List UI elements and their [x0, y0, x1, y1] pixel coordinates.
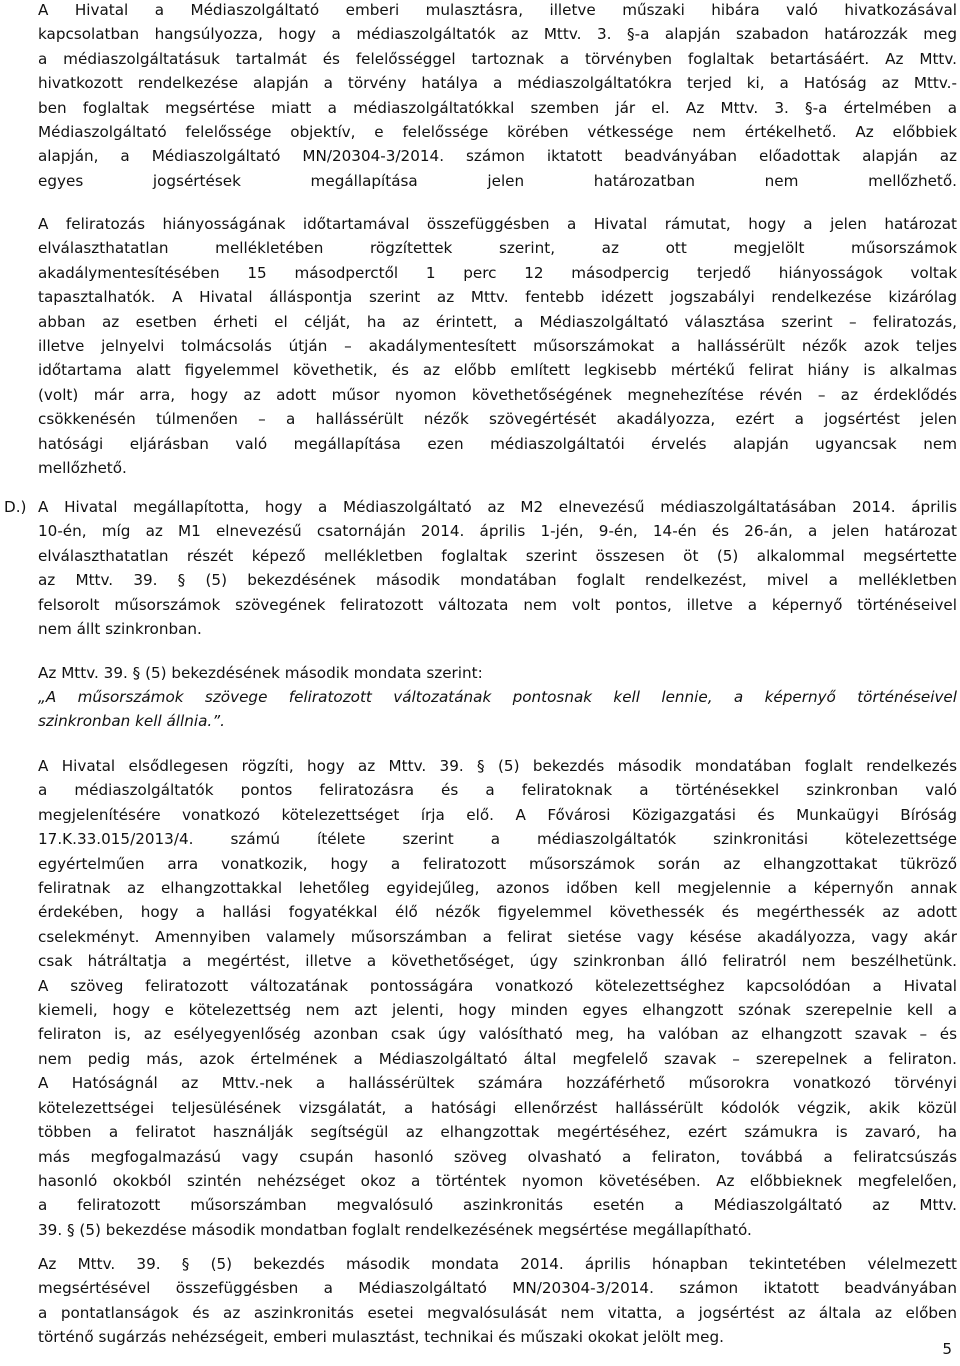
text-line: A Hivatal elsődlegesen rögzíti, hogy az Mttv. 39. § (5) bekezdés második mondatában foglalt rendelkezés	[38, 757, 957, 775]
paragraph-law-reference	[38, 661, 957, 685]
quoted-law-text	[38, 685, 957, 734]
text-line: Médiaszolgáltató felelőssége objektív, e felelőssége körében vétkessége nem értékelhető. Az előbbiek	[38, 123, 957, 142]
text-line: nem pedig más, azok értelmének a Médiaszolgáltató által megfelelő szavak – szerepelnek a feliraton.	[38, 1049, 957, 1068]
text-line: csak hátráltatja a megértést, illetve a követhetőséget, úgy szinkronban álló feliratról nem beszélhetünk.	[38, 952, 957, 971]
text-line: a médiaszolgáltatók pontos feliratozásra és a feliratoknak a történésekkel szinkronban való	[38, 781, 957, 800]
text-line: A Hivatal megállapította, hogy a Médiaszolgáltató az M2 elnevezésű médiaszolgáltatásában 2014. április	[38, 498, 957, 516]
text-line: hivatkozott rendelkezése alapján a törvény hatálya a médiaszolgáltatókra terjed ki, a Hatóság az Mttv.-	[38, 74, 957, 93]
text-line: Az Mttv. 39. § (5) bekezdés második mondata 2014. április hónapban tekintetében vélelmezett	[38, 1255, 957, 1273]
text-line: abban az esetben érheti el célját, ha az érintett, a Médiaszolgáltató választása szerint – feliratozás,	[38, 312, 957, 331]
page-number: 5	[942, 1340, 952, 1358]
text-line: cselekményt. Amennyiben valamely műsorszámban a felirat sietése vagy késése akadályozza, vagy akár	[38, 927, 957, 946]
text-line: alapján, a Médiaszolgáltató MN/20304-3/2014. számon iktatott beadványában előadottak alapján az	[38, 147, 957, 166]
text-line: ben foglaltak megsértése miatt a médiaszolgáltatókkal szemben jár el. Az Mttv. 3. §-a értelmében a	[38, 98, 957, 117]
text-line: időtartama alatt figyelemmel követhetik, és az előbb említett legkisebb mértékű felirat hiány is alkalmas	[38, 361, 957, 380]
text-line: felsorolt műsorszámok szövegének feliratozott változata nem volt pontos, illetve a képernyő történéseivel	[38, 595, 957, 614]
text-line: feliratnak az elhangzottakkal lehetőleg egyidejűleg, azonos időben kell megjelennie a képernyőn annak	[38, 879, 957, 898]
paragraph-analysis	[38, 754, 957, 1242]
text-line: A feliratozás hiányosságának időtartamával összefüggésben a Hivatal rámutat, hogy a jelen határozat	[38, 215, 957, 233]
text-line: más megfogalmazású vagy csupán hasonló szöveg olvasható a feliraton, továbbá a feliratcsúszás	[38, 1147, 957, 1166]
text-line: egyértelműen arra vonatkozik, hogy a feliratozott műsorszámok során az elhangzottakat tükröző	[38, 854, 957, 873]
text-line: 17.K.33.015/2013/4. számú ítélete szerint a médiaszolgáltatók szinkronitási kötelezettsége	[38, 830, 957, 849]
section-marker-d: D.)	[4, 498, 27, 516]
paragraph-responsibility	[38, 0, 957, 193]
text-line: kötelezettségei teljesülésének vizsgálatát, a hatósági ellenőrzést hallássérült kódolók végzik, akik közül	[38, 1098, 957, 1117]
text-line: érdekében, hogy a hallási fogyatékkal élő nézők figyelemmel követhessék és megérthessék az adott	[38, 903, 957, 922]
text-line: többen a feliratot használják segítségül az elhangzottak megértéséhez, ezért számukra is zavaró, ha	[38, 1123, 957, 1142]
paragraph-response	[38, 1252, 957, 1350]
text-line: tapasztalhatók. A Hivatal álláspontja szerint az Mttv. fentebb idézett jogszabályi rendelkezése kizárólag	[38, 288, 957, 307]
text-line: akadálymentesítésében 15 másodperctől 1 perc 12 másodpercig terjedő hiányosságok voltak	[38, 263, 957, 282]
text-line: kapcsolatban hangsúlyozza, hogy a médiaszolgáltatók az Mttv. 3. §-a alapján szabadon határozzák meg	[38, 25, 957, 44]
text-line: hasonló okokból szintén nehézséget okoz a történtek nyomon követésében. Az előbbieknek megfelelően,	[38, 1171, 957, 1190]
text-line: (volt) már arra, hogy az adott műsor nyomon követhetőségének megnehezítése révén – az érdeklődés	[38, 385, 957, 404]
text-line: 10-én, míg az M1 elnevezésű csatornáján 2014. április 1-jén, 9-én, 14-én és 26-án, a jelen határozat	[38, 522, 957, 541]
text-line: egyes jogsértések megállapítása jelen határozatban nem mellőzhető.	[38, 171, 957, 190]
text-line: elválaszthatatlan részét képező mellékletben foglaltak szerint összesen öt (5) alkalommal megsértette	[38, 546, 957, 565]
text-line: 39. § (5) bekezdése második mondatban foglalt rendelkezésének megsértése megállapítható.	[38, 1220, 752, 1239]
paragraph-finding-d	[38, 495, 957, 641]
text-line: „A műsorszámok szövege feliratozott változatának pontosnak kell lennie, a képernyő történéseivel	[38, 688, 957, 706]
paragraph-subtitle-gaps	[38, 212, 957, 480]
text-line: A szöveg feliratozott változatának pontosságára vonatkozó kötelezettséghez kapcsolódóan a Hivatal	[38, 976, 957, 995]
text-line: szinkronban kell állnia.”.	[38, 712, 225, 731]
text-line: feliraton is, az esélyegyenlőség azonban csak úgy valósítható meg, ha valóban az elhangzott szavak – és	[38, 1025, 957, 1044]
text-line: megjelenítésére vonatkozó kötelezettséget írja elő. A Fővárosi Közigazgatási és Munkaügyi Bíróság	[38, 805, 957, 824]
text-line: a pontatlanságok és az aszinkronitás esetei megvalósulását nem vitatta, a jogsértést az általa az előben	[38, 1303, 957, 1322]
text-line: mellőzhető.	[38, 459, 127, 478]
text-line: hatósági eljárásban való megállapítása ezen médiaszolgáltatói érvelés alapján ugyancsak nem	[38, 434, 957, 453]
text-line: megsértésével összefüggésben a Médiaszolgáltató MN/20304-3/2014. számon iktatott beadványában	[38, 1279, 957, 1298]
text-line: nem állt szinkronban.	[38, 620, 202, 639]
text-line: történő sugárzás nehézségeit, emberi mulasztást, technikai és műszaki okokat jelölt meg.	[38, 1328, 724, 1347]
text-line: A Hivatal a Médiaszolgáltató emberi mulasztásra, illetve műszaki hibára való hivatkozásával	[38, 1, 957, 19]
text-line: illetve jelnyelvi tolmácsolás útján – akadálymentesített műsorszámokat a hallássérült nézők azok teljes	[38, 337, 957, 356]
law-reference-text: Az Mttv. 39. § (5) bekezdésének második mondata szerint:	[38, 664, 483, 682]
text-line: elválaszthatatlan mellékletében rögzítettek szerint, az ott megjelölt műsorszámok	[38, 239, 957, 258]
text-line: a médiaszolgáltatásuk tartalmát és felelősséggel tartoznak a törvényben foglaltak betartásáért. Az Mttv.	[38, 49, 957, 68]
text-line: A Hatóságnál az Mttv.-nek a hallássérültek számára hozzáférhető műsorokra vonatkozó törvényi	[38, 1074, 957, 1093]
text-line: kiemeli, hogy e kötelezettség nem azt jelenti, hogy minden egyes elhangzott szónak szerepelnie kell a	[38, 1001, 957, 1020]
text-line: csökkenésén túlmenően – a hallássérült nézők szövegértését akadályozza, ezért a jogsértést jelen	[38, 410, 957, 429]
text-line: az Mttv. 39. § (5) bekezdésének második mondatában foglalt rendelkezést, mivel a mellékletben	[38, 571, 957, 590]
text-line: a feliratozott műsorszámban megvalósuló aszinkronitás esetén a Médiaszolgáltató az Mttv.	[38, 1196, 957, 1215]
